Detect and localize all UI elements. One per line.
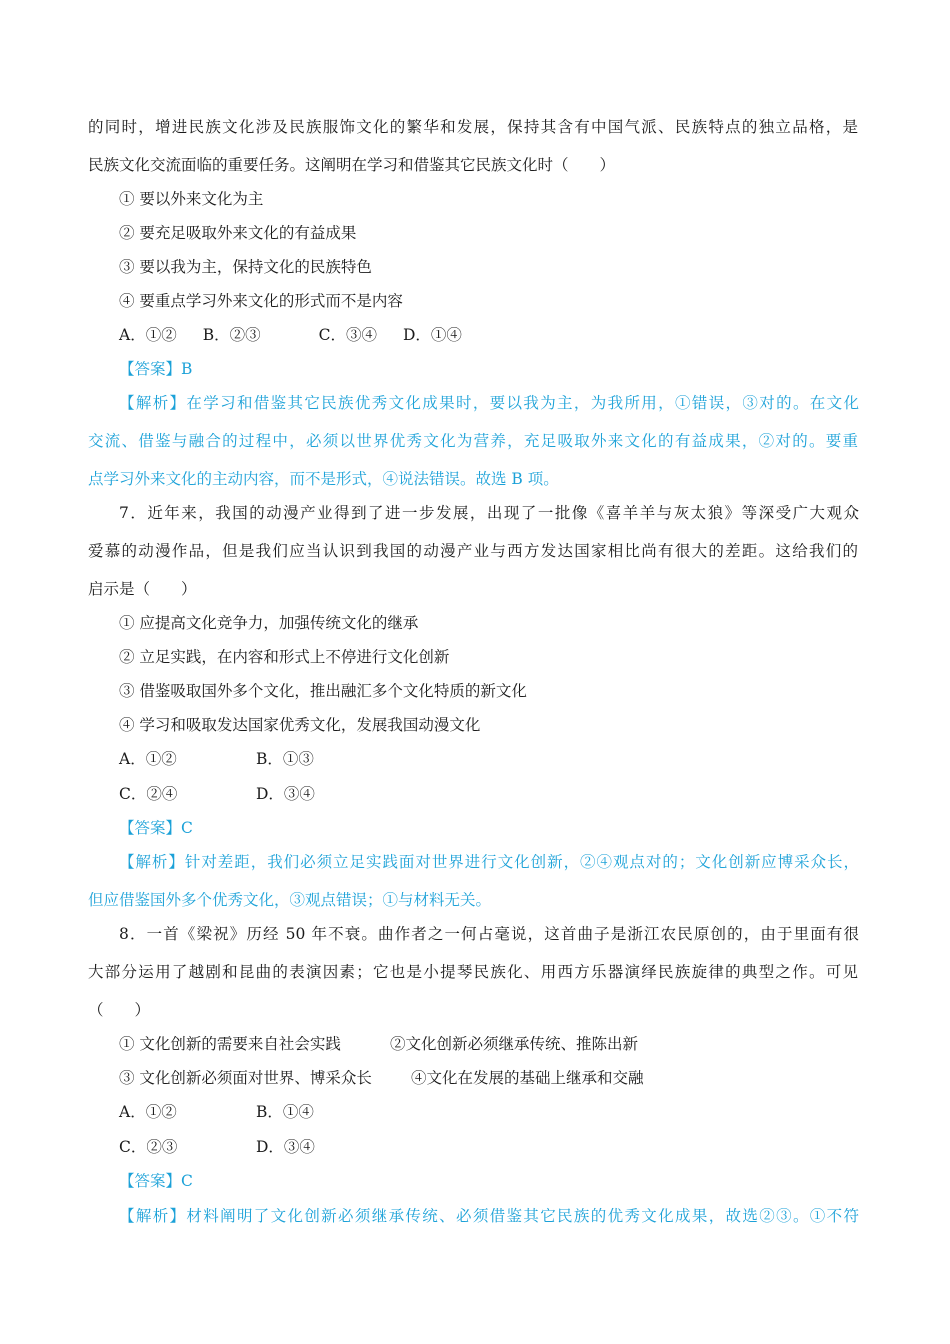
q8-stem-line-2: 大部分运用了越剧和昆曲的表演因素；它也是小提琴民族化、用西方乐器演绎民族旋律的典型之作。可见 <box>88 963 858 981</box>
q6-item-1: ① 要以外来文化为主 <box>119 190 264 208</box>
q7-answer: 【答案】C <box>119 819 193 837</box>
q7-item-3: ③ 借鉴吸取国外多个文化，推出融汇多个文化特质的新文化 <box>119 682 527 700</box>
q8-item-1: ① 文化创新的需要来自社会实践 <box>119 1035 341 1053</box>
q8-item-2: ②文化创新必须继承传统、推陈出新 <box>390 1035 639 1053</box>
q8-option-b: B．①④ <box>256 1103 314 1121</box>
q7-stem-line-3: 启示是（ ） <box>88 580 197 598</box>
q7-option-a: A．①② <box>119 750 177 768</box>
q8-stem-line-1: 8．一首《梁祝》历经 50 年不衰。曲作者之一何占毫说，这首曲子是浙江农民原创的，由于里面有很 <box>119 925 859 943</box>
q7-option-c: C．②④ <box>119 785 178 803</box>
q6-answer: 【答案】B <box>119 360 193 378</box>
q8-option-c: C．②③ <box>119 1138 178 1156</box>
q6-option-b: B．②③ <box>202 326 261 344</box>
q7-stem-line-1: 7．近年来，我国的动漫产业得到了进一步发展，出现了一批像《喜羊羊与灰太狼》等深受广大观众 <box>119 504 859 522</box>
q8-analysis-line-1: 【解析】材料阐明了文化创新必须继承传统、必须借鉴其它民族的优秀文化成果，故选②③。①不符 <box>119 1207 859 1225</box>
q7-item-1: ① 应提高文化竞争力，加强传统文化的继承 <box>119 614 419 632</box>
q7-item-2: ② 立足实践，在内容和形式上不停进行文化创新 <box>119 648 450 666</box>
q8-option-d: D．③④ <box>256 1138 315 1156</box>
q7-option-d: D．③④ <box>256 785 315 803</box>
q6-option-a: A．①② <box>119 326 177 344</box>
q6-options <box>119 325 462 345</box>
q6-analysis-line-3: 点学习外来文化的主动内容，而不是形式，④说法错误。故选 B 项。 <box>88 470 559 488</box>
q6-item-4: ④ 要重点学习外来文化的形式而不是内容 <box>119 292 403 310</box>
q6-option-c: C．③④ <box>318 326 377 344</box>
q8-answer: 【答案】C <box>119 1172 193 1190</box>
q8-stem-line-3: （ ） <box>88 1001 151 1019</box>
q7-analysis-line-1: 【解析】针对差距，我们必须立足实践面对世界进行文化创新，②④观点对的；文化创新应博采众长， <box>119 853 859 871</box>
q6-stem-line-1: 的同时，增进民族文化涉及民族服饰文化的繁华和发展，保持其含有中国气派、民族特点的独立品格，是 <box>88 118 858 136</box>
q8-item-3: ③ 文化创新必须面对世界、博采众长 <box>119 1069 372 1087</box>
q6-item-2: ② 要充足吸取外来文化的有益成果 <box>119 224 357 242</box>
q7-item-4: ④ 学习和吸取发达国家优秀文化，发展我国动漫文化 <box>119 716 481 734</box>
q7-stem-line-2: 爱慕的动漫作品，但是我们应当认识到我国的动漫产业与西方发达国家相比尚有很大的差距。这给我们的 <box>88 542 858 560</box>
q6-analysis-line-2: 交流、借鉴与融合的过程中，必须以世界优秀文化为营养，充足吸取外来文化的有益成果，②对的。要重 <box>88 432 858 450</box>
q7-analysis-line-2: 但应借鉴国外多个优秀文化，③观点错误；①与材料无关。 <box>88 891 492 909</box>
q8-option-a: A．①② <box>119 1103 177 1121</box>
q7-option-b: B．①③ <box>256 750 314 768</box>
q6-stem-line-2: 民族文化交流面临的重要任务。这阐明在学习和借鉴其它民族文化时（ ） <box>88 156 616 174</box>
q8-item-4: ④文化在发展的基础上继承和交融 <box>411 1069 644 1087</box>
q6-option-d: D．①④ <box>402 326 462 344</box>
q6-analysis-line-1: 【解析】在学习和借鉴其它民族优秀文化成果时，要以我为主，为我所用，①错误，③对的。在文化 <box>119 394 859 412</box>
q6-item-3: ③ 要以我为主，保持文化的民族特色 <box>119 258 372 276</box>
